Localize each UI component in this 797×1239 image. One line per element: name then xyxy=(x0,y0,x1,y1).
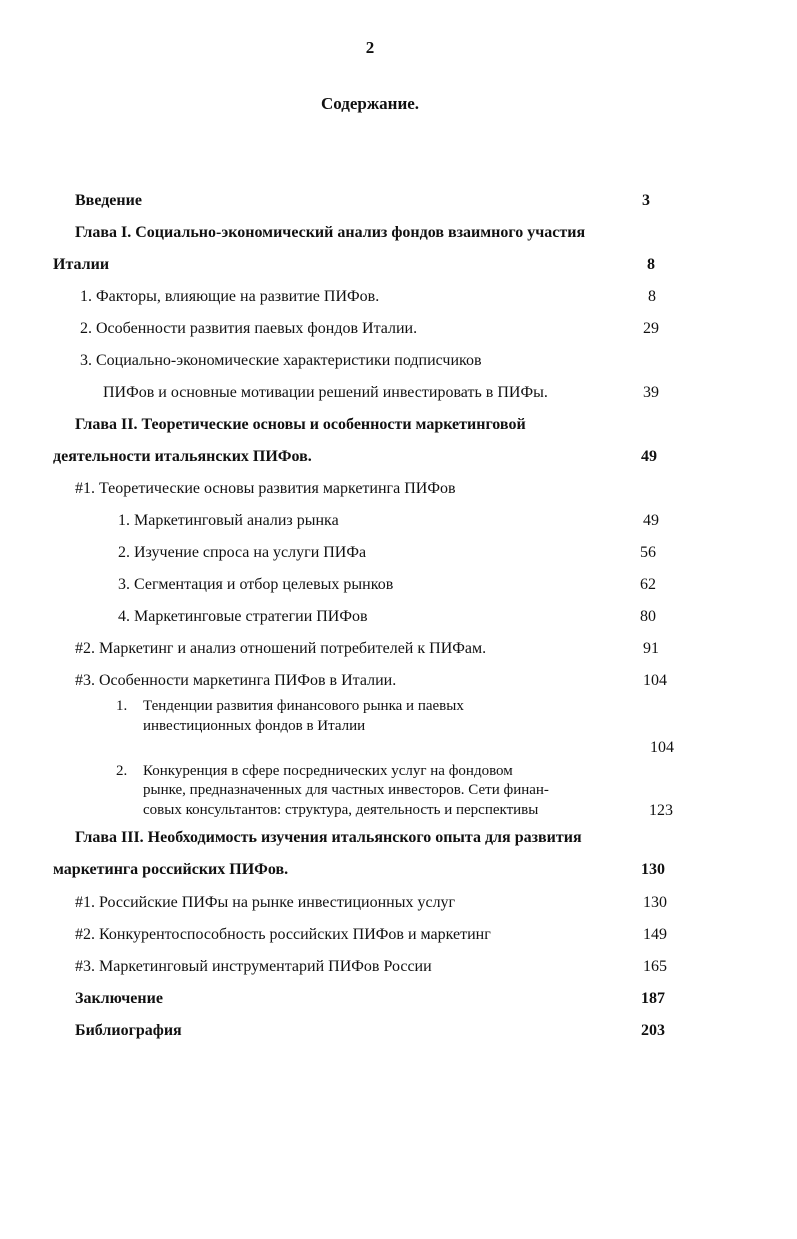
toc-intro-label: Введение xyxy=(75,192,142,209)
toc-ch3-s2-label: #2. Конкурентоспособность российских ПИФов и маркетинг xyxy=(75,926,491,943)
toc-ch2-s1-4-page: 80 xyxy=(640,608,656,625)
toc-ch1-line2: Италии xyxy=(53,256,110,273)
toc-ch2-s3-1-line2: инвестиционных фондов в Италии xyxy=(143,718,366,734)
page-number: 2 xyxy=(365,38,375,57)
toc-ch2-s1-2-label: 2. Изучение спроса на услуги ПИФа xyxy=(118,544,367,561)
toc-ch1-1-page: 8 xyxy=(648,288,656,305)
toc-ch2-s3-2-num: 2. xyxy=(116,763,128,779)
toc-ch3-page: 130 xyxy=(641,861,665,878)
toc-ch2-s3-page: 104 xyxy=(643,672,667,689)
toc-ch3-s3-page: 165 xyxy=(643,958,667,975)
toc-ch1-3-line2: ПИФов и основные мотивации решений инвестировать в ПИФы. xyxy=(103,384,548,401)
toc-conclusion-page: 187 xyxy=(641,990,665,1007)
toc-conclusion-label: Заключение xyxy=(75,990,163,1007)
toc-ch2-s2-page: 91 xyxy=(643,640,659,657)
toc-ch2-page: 49 xyxy=(641,448,657,465)
toc-ch2-s3-2-line2: рынке, предназначенных для частных инвесторов. Сети финан- xyxy=(143,782,549,798)
page-title: Содержание. xyxy=(320,94,420,113)
toc-ch3-line2: маркетинга российских ПИФов. xyxy=(53,861,289,878)
toc-intro-page: 3 xyxy=(642,192,650,209)
toc-ch1-2-page: 29 xyxy=(643,320,659,337)
toc-bibliography-label: Библиография xyxy=(75,1022,182,1039)
toc-ch1-page: 8 xyxy=(647,256,655,273)
toc-ch2-s3-2-page: 123 xyxy=(649,802,673,819)
toc-ch1-1-label: 1. Факторы, влияющие на развитие ПИФов. xyxy=(80,288,380,305)
toc-ch2-s3-1-num: 1. xyxy=(116,698,128,714)
toc-ch3-s2-page: 149 xyxy=(643,926,667,943)
toc-ch2-line1: Глава II. Теоретические основы и особенности маркетинговой xyxy=(75,416,526,433)
toc-ch2-s1-3-page: 62 xyxy=(640,576,656,593)
toc-ch2-s1-label: #1. Теоретические основы развития маркетинга ПИФов xyxy=(75,480,456,497)
toc-ch2-s3-label: #3. Особенности маркетинга ПИФов в Италии. xyxy=(75,672,397,689)
toc-ch2-s1-2-page: 56 xyxy=(640,544,656,561)
toc-ch2-s1-4-label: 4. Маркетинговые стратегии ПИФов xyxy=(118,608,368,625)
toc-ch2-s3-1-line1: Тенденции развития финансового рынка и паевых xyxy=(143,698,464,714)
toc-bibliography-page: 203 xyxy=(641,1022,665,1039)
toc-ch2-s3-2-line1: Конкуренция в сфере посреднических услуг на фондовом xyxy=(143,763,513,779)
toc-ch2-s2-label: #2. Маркетинг и анализ отношений потребителей к ПИФам. xyxy=(75,640,487,657)
toc-ch1-3-page: 39 xyxy=(643,384,659,401)
toc-ch2-line2: деятельности итальянских ПИФов. xyxy=(53,448,312,465)
toc-ch2-s1-1-page: 49 xyxy=(643,512,659,529)
toc-ch2-s1-3-label: 3. Сегментация и отбор целевых рынков xyxy=(118,576,394,593)
toc-ch1-2-label: 2. Особенности развития паевых фондов Италии. xyxy=(80,320,418,337)
toc-ch2-s1-1-label: 1. Маркетинговый анализ рынка xyxy=(118,512,339,529)
toc-ch2-s3-2-line3: совых консультантов: структура, деятельность и перспективы xyxy=(143,802,539,818)
toc-ch3-s1-page: 130 xyxy=(643,894,667,911)
toc-ch1-line1: Глава I. Социально-экономический анализ фондов взаимного участия xyxy=(75,224,586,241)
toc-ch3-s3-label: #3. Маркетинговый инструментарий ПИФов России xyxy=(75,958,432,975)
toc-ch3-line1: Глава III. Необходимость изучения итальянского опыта для развития xyxy=(75,829,582,846)
toc-ch1-3-line1: 3. Социально-экономические характеристики подписчиков xyxy=(80,352,482,369)
toc-ch3-s1-label: #1. Российские ПИФы на рынке инвестиционных услуг xyxy=(75,894,456,911)
toc-ch2-s3-1-page: 104 xyxy=(650,739,674,756)
